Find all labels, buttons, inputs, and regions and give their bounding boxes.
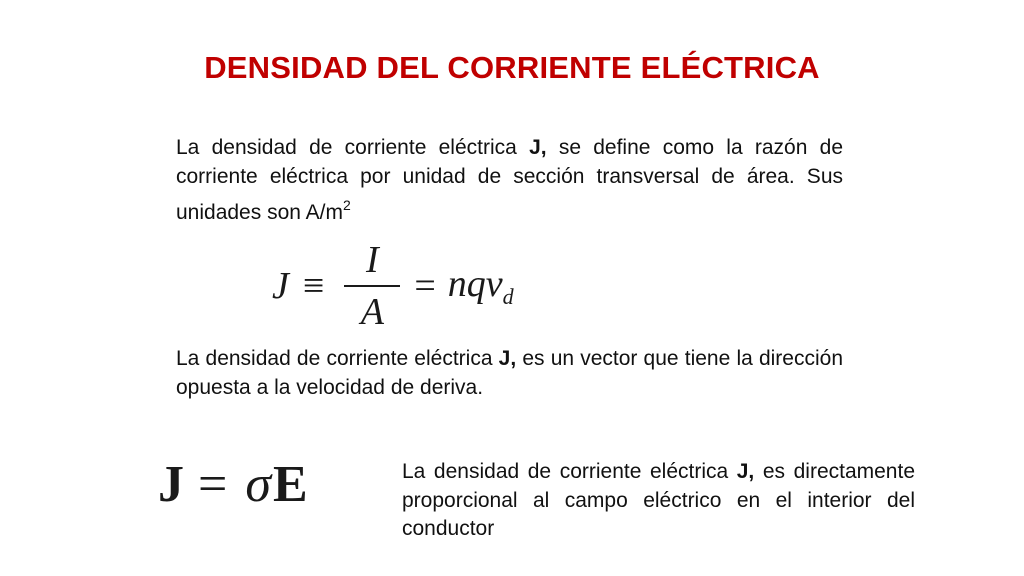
proportional-text-start: La densidad de corriente eléctrica xyxy=(402,460,737,483)
formula-equiv-sign: ≡ xyxy=(302,265,325,307)
fraction-denominator: A xyxy=(360,291,384,333)
ohm-equals-sign: = xyxy=(198,456,228,513)
vector-paragraph xyxy=(176,345,843,402)
formula-rhs xyxy=(448,262,514,310)
proportional-symbol: J, xyxy=(736,460,755,483)
unit-exponent: 2 xyxy=(342,197,351,213)
vector-text-end: es un vector que tiene la dirección opuesta a la velocidad de deriva. xyxy=(176,347,844,399)
slide-title: DENSIDAD DEL CORRIENTE ELÉCTRICA xyxy=(204,50,820,85)
formula-fraction xyxy=(340,241,404,331)
formula-lhs: J xyxy=(272,265,289,307)
ohm-law-formula xyxy=(158,455,308,514)
ohm-lhs: J xyxy=(158,456,184,513)
ohm-sigma: σ xyxy=(245,456,271,513)
definition-text-start: La densidad de corriente eléctrica xyxy=(176,136,530,159)
vector-text-start: La densidad de corriente eléctrica xyxy=(176,347,499,370)
proportional-paragraph xyxy=(402,458,915,544)
fraction-numerator: I xyxy=(365,239,379,281)
proportional-text-end: es directamente proporcional al campo eléctrico en el interior del conductor xyxy=(402,460,915,540)
formula-rhs-main: nqv xyxy=(447,263,503,305)
vector-symbol: J, xyxy=(498,347,517,370)
definition-text-end: se define como la razón de corriente eléctrica por unidad de sección transversal de área. Sus unidades son A/m xyxy=(176,136,843,224)
formula-equals-sign: = xyxy=(414,265,436,307)
ohm-rhs: E xyxy=(272,456,308,513)
definition-symbol: J, xyxy=(529,136,547,159)
current-density-formula xyxy=(272,240,514,332)
definition-paragraph xyxy=(176,134,843,228)
formula-rhs-subscript: d xyxy=(502,284,514,309)
